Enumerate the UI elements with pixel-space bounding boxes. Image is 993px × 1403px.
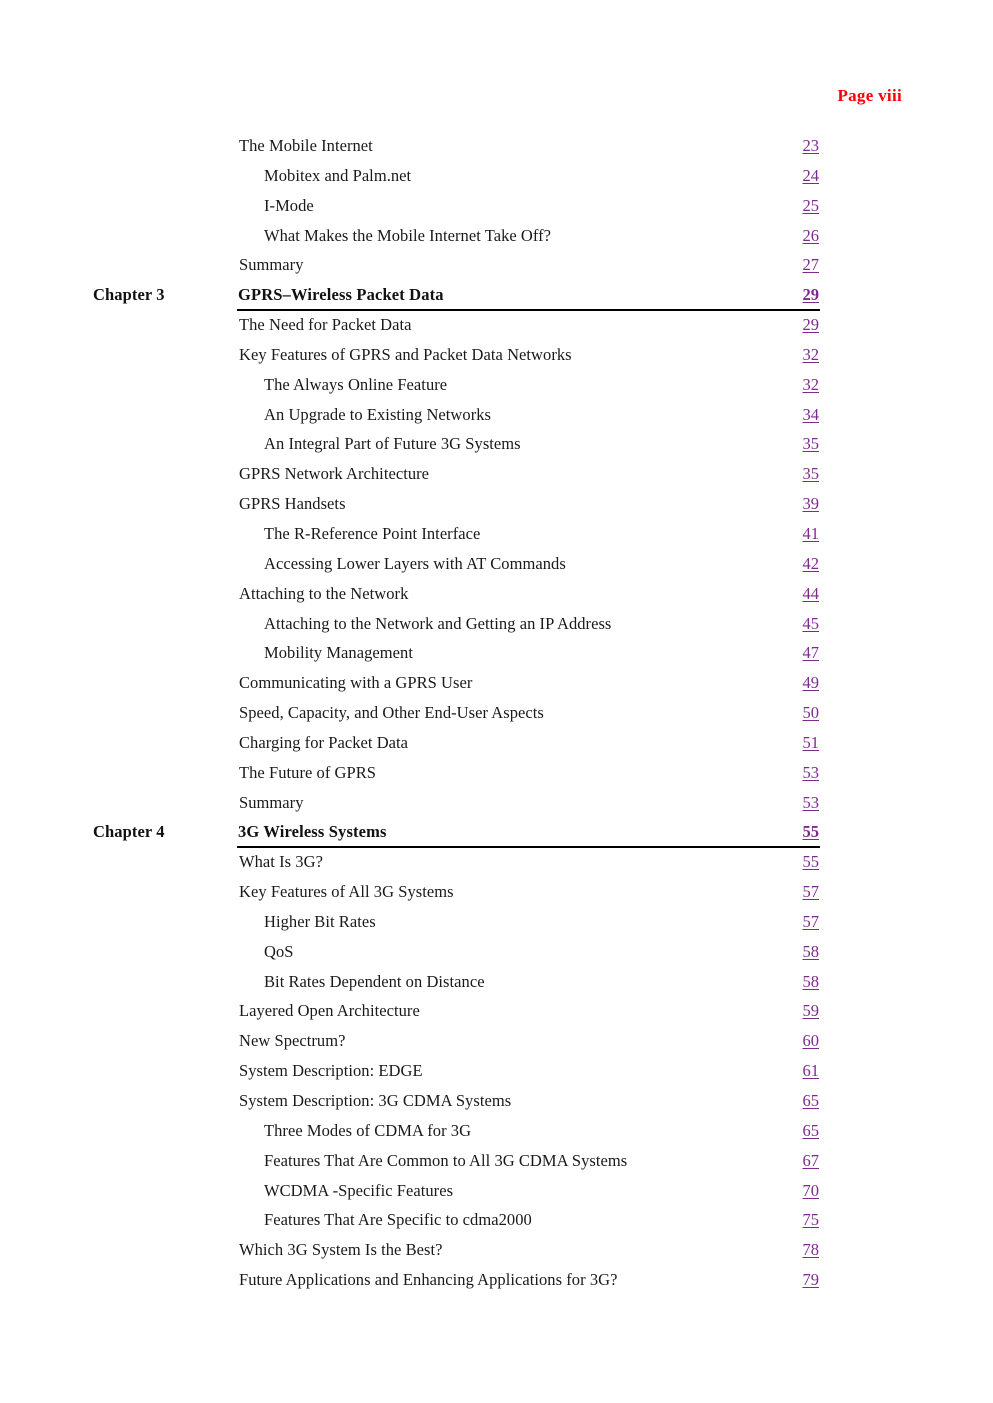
toc-entry-title[interactable]: What Makes the Mobile Internet Take Off? <box>264 225 552 245</box>
toc-page-number-link[interactable]: 70 <box>802 1180 819 1200</box>
toc-entry-title[interactable]: System Description: 3G CDMA Systems <box>239 1091 512 1110</box>
toc-entry-title[interactable]: New Spectrum? <box>239 1031 346 1051</box>
toc-entry-row[interactable] <box>0 641 993 671</box>
toc-page-number-link[interactable]: 53 <box>802 792 819 812</box>
toc-page-number-link[interactable]: 32 <box>802 344 819 364</box>
toc-entry-title[interactable]: Layered Open Architecture <box>239 1001 420 1021</box>
toc-page-number-link[interactable]: 50 <box>802 703 819 723</box>
toc-entry-row[interactable] <box>0 1149 993 1179</box>
toc-entry-row[interactable] <box>0 731 993 761</box>
toc-entry-row[interactable] <box>0 522 993 552</box>
page-header-label: Page viii <box>837 86 902 105</box>
toc-page-number-link[interactable]: 27 <box>802 255 819 275</box>
toc-page-number-link[interactable]: 51 <box>802 732 819 752</box>
toc-page-number-link[interactable]: 24 <box>802 165 819 185</box>
toc-entry-row[interactable] <box>0 552 993 582</box>
toc-entry-row[interactable] <box>0 761 993 791</box>
toc-page-number-link[interactable]: 34 <box>802 404 819 424</box>
toc-page-number-link[interactable]: 26 <box>802 225 819 245</box>
toc-entry-title[interactable]: GPRS Network Architecture <box>239 464 430 484</box>
toc-page-number-link[interactable]: 78 <box>802 1240 819 1260</box>
toc-entry-row[interactable] <box>0 671 993 701</box>
toc-page-number-link[interactable]: 32 <box>802 374 819 394</box>
toc-page-number-link[interactable]: 57 <box>802 911 819 931</box>
toc-entry-row[interactable] <box>0 373 993 403</box>
toc-entry-row[interactable] <box>0 224 993 254</box>
toc-page-number-link[interactable]: 60 <box>802 1031 819 1051</box>
toc-entry-title[interactable]: Bit Rates Dependent on Distance <box>264 971 485 991</box>
toc-entry-title[interactable]: Key Features of GPRS and Packet Data Networks <box>239 344 572 364</box>
toc-page-number-link[interactable]: 65 <box>802 1120 819 1140</box>
toc-entry-row[interactable] <box>0 940 993 970</box>
toc-entry-row[interactable] <box>0 1089 993 1119</box>
toc-entry-title[interactable]: The Mobile Internet <box>239 136 373 155</box>
toc-entry-title[interactable]: Mobility Management <box>264 643 413 663</box>
toc-entry-row[interactable] <box>0 1238 993 1268</box>
toc-entry-title[interactable]: Summary <box>239 792 304 812</box>
toc-page-number-link[interactable]: 42 <box>802 553 819 573</box>
toc-entry-title[interactable]: Key Features of All 3G Systems <box>239 882 454 902</box>
toc-page-number-link[interactable]: 39 <box>802 494 819 514</box>
toc-page-number-link[interactable]: 58 <box>802 971 819 991</box>
toc-entry-row[interactable] <box>0 253 993 283</box>
toc-entry-title[interactable]: An Integral Part of Future 3G Systems <box>264 434 521 454</box>
toc-entry-row[interactable] <box>0 432 993 462</box>
toc-entry-row[interactable] <box>0 612 993 642</box>
toc-page-number-link[interactable]: 53 <box>802 762 819 782</box>
toc-entry-row[interactable] <box>0 970 993 1000</box>
toc-entry-row[interactable] <box>0 164 993 194</box>
toc-entry-title[interactable]: Accessing Lower Layers with AT Commands <box>264 553 566 573</box>
toc-entry-row[interactable] <box>0 880 993 910</box>
toc-entry-row[interactable] <box>0 850 993 880</box>
toc-entry-row[interactable] <box>0 1179 993 1209</box>
toc-entry-row[interactable] <box>0 1119 993 1149</box>
toc-entry-title[interactable]: Higher Bit Rates <box>264 911 376 931</box>
toc-page-number-link[interactable]: 65 <box>802 1091 819 1110</box>
toc-entry-row[interactable] <box>0 403 993 433</box>
toc-entry-title[interactable]: Which 3G System Is the Best? <box>239 1240 443 1260</box>
toc-page-number-link[interactable]: 44 <box>802 583 819 603</box>
toc-entry-title[interactable]: Summary <box>239 255 304 275</box>
toc-entry-row[interactable] <box>0 313 993 343</box>
toc-entry-title[interactable]: An Upgrade to Existing Networks <box>264 404 492 424</box>
toc-page-number-link[interactable]: 75 <box>802 1210 819 1230</box>
toc-entry-row[interactable] <box>0 1029 993 1059</box>
toc-entry-row[interactable] <box>0 492 993 522</box>
toc-entry-row[interactable] <box>0 701 993 731</box>
toc-page-number-link[interactable]: 55 <box>802 852 819 872</box>
toc-page-number-link[interactable]: 29 <box>802 315 819 335</box>
toc-entry-title[interactable]: Features That Are Common to All 3G CDMA Systems <box>264 1150 628 1170</box>
toc-entry-title[interactable]: Attaching to the Network <box>239 583 409 603</box>
toc-page-number-link[interactable]: 57 <box>802 882 819 902</box>
toc-entry-title[interactable]: Mobitex and Palm.net <box>264 165 412 185</box>
toc-chapter-row[interactable] <box>0 820 993 850</box>
toc-page-number-link[interactable]: 35 <box>802 434 819 454</box>
toc-entry-row[interactable] <box>0 462 993 492</box>
toc-chapter-row[interactable] <box>0 283 993 313</box>
toc-entry-title[interactable]: The R-Reference Point Interface <box>264 523 481 543</box>
toc-page-number-link[interactable]: 45 <box>802 613 819 633</box>
toc-entry-title[interactable]: GPRS Handsets <box>239 494 346 514</box>
chapter-divider-rule <box>237 846 820 848</box>
toc-entry-row[interactable] <box>0 999 993 1029</box>
chapter-title[interactable]: GPRS–Wireless Packet Data <box>238 285 444 305</box>
toc-entry-row[interactable] <box>0 1268 993 1298</box>
toc-entry-row[interactable] <box>0 791 993 821</box>
toc-entry-title[interactable]: Future Applications and Enhancing Applications for 3G? <box>239 1270 618 1290</box>
toc-page-number-link[interactable]: 35 <box>802 464 819 484</box>
toc-entry-title[interactable]: QoS <box>264 941 294 961</box>
toc-entry-row[interactable] <box>0 582 993 612</box>
toc-entry-title[interactable]: Attaching to the Network and Getting an IP Address <box>264 613 612 633</box>
toc-entry-row[interactable] <box>0 910 993 940</box>
toc-entry-row[interactable] <box>0 343 993 373</box>
toc-entry-title[interactable]: Charging for Packet Data <box>239 732 409 752</box>
toc-entry-title[interactable]: Features That Are Specific to cdma2000 <box>264 1210 532 1230</box>
toc-page-number-link[interactable]: 67 <box>802 1150 819 1170</box>
toc-page-number-link[interactable]: 59 <box>802 1001 819 1021</box>
toc-entry-title[interactable]: The Future of GPRS <box>239 762 377 782</box>
toc-entry-row[interactable] <box>0 1059 993 1089</box>
chapter-title[interactable]: 3G Wireless Systems <box>238 822 387 842</box>
toc-entry-title[interactable]: The Always Online Feature <box>264 374 448 394</box>
chapter-label: Chapter 4 <box>93 822 165 842</box>
toc-entry-title[interactable]: Speed, Capacity, and Other End-User Aspects <box>239 703 544 723</box>
toc-page-number-link[interactable]: 79 <box>802 1270 819 1290</box>
toc-entry-title[interactable]: WCDMA -Specific Features <box>264 1180 454 1200</box>
toc-page-number-link[interactable]: 41 <box>802 523 819 543</box>
toc-entry-title[interactable]: The Need for Packet Data <box>239 315 412 335</box>
toc-entry-title[interactable]: What Is 3G? <box>239 852 323 872</box>
toc-page-number-link[interactable]: 47 <box>802 643 819 663</box>
toc-page-number-link[interactable]: 49 <box>802 673 819 693</box>
toc-page-number-link[interactable]: 23 <box>802 136 819 155</box>
table-of-contents <box>0 134 993 1298</box>
toc-page-number-link[interactable]: 55 <box>802 822 819 842</box>
chapter-divider-rule <box>237 309 820 311</box>
toc-page-number-link[interactable]: 58 <box>802 941 819 961</box>
toc-entry-title[interactable]: Communicating with a GPRS User <box>239 673 473 693</box>
toc-entry-title[interactable]: System Description: EDGE <box>239 1061 423 1081</box>
toc-page-number-link[interactable]: 25 <box>802 195 819 215</box>
toc-entry-row[interactable] <box>0 194 993 224</box>
toc-entry-row[interactable] <box>0 134 993 164</box>
toc-page-number-link[interactable]: 29 <box>802 285 819 305</box>
toc-entry-row[interactable] <box>0 1208 993 1238</box>
toc-page-number-link[interactable]: 61 <box>802 1061 819 1081</box>
toc-entry-title[interactable]: I-Mode <box>264 195 314 215</box>
chapter-label: Chapter 3 <box>93 285 165 305</box>
toc-entry-title[interactable]: Three Modes of CDMA for 3G <box>264 1120 472 1140</box>
